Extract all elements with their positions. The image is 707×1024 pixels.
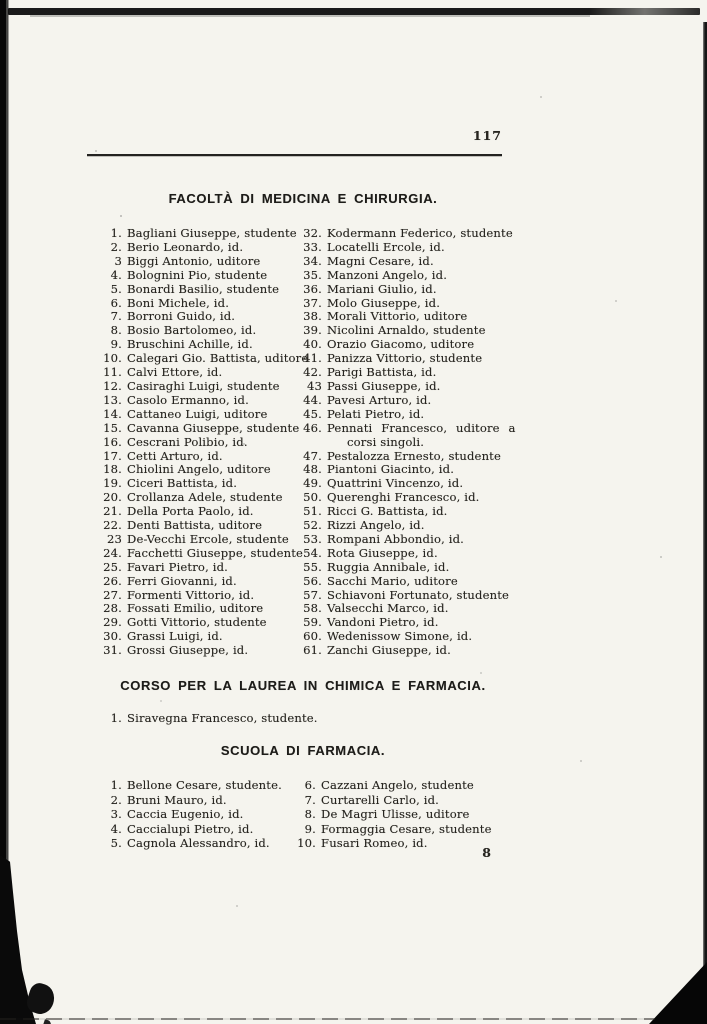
item-text: Rota Giuseppe, id. <box>327 545 438 560</box>
item-text: Piantoni Giacinto, id. <box>327 462 455 477</box>
item-text: Favari Pietro, id. <box>127 559 229 574</box>
list-item <box>296 380 606 394</box>
item-text: Passi Giuseppe, id. <box>327 378 441 393</box>
list-item <box>296 283 606 297</box>
list-item <box>96 712 396 726</box>
header-rule <box>87 154 502 156</box>
item-number: 45. <box>303 406 322 421</box>
item-number: 37. <box>303 295 322 310</box>
item-text: Sacchi Mario, uditore <box>327 573 458 588</box>
list-item <box>296 366 606 380</box>
item-text: Cattaneo Luigi, uditore <box>127 406 268 421</box>
item-text: Calvi Ettore, id. <box>127 365 223 380</box>
item-number: 48. <box>303 462 322 477</box>
item-text: Ruggia Annibale, id. <box>327 559 450 574</box>
item-text: Facchetti Giuseppe, studente <box>127 545 304 560</box>
list-item <box>296 589 606 603</box>
item-text: Pestalozza Ernesto, studente <box>327 448 502 463</box>
item-number: 42. <box>303 365 322 380</box>
item-text: Schiavoni Fortunato, studente <box>327 587 510 602</box>
item-text: Pavesi Arturo, id. <box>327 392 432 407</box>
item-text: Cetti Arturo, id. <box>127 448 223 463</box>
list-item <box>296 561 606 575</box>
list-item <box>296 227 606 241</box>
item-text: Parigi Battista, id. <box>327 365 437 380</box>
item-text: Valsecchi Marco, id. <box>327 601 449 616</box>
item-text: Denti Battista, uditore <box>127 518 263 533</box>
item-number: 56. <box>303 573 322 588</box>
list-item <box>296 547 606 561</box>
item-text: Pelati Pietro, id. <box>327 406 425 421</box>
list-item <box>296 310 606 324</box>
item-number: 24. <box>103 545 122 560</box>
item-number: 19. <box>103 476 122 491</box>
item-number: 21. <box>103 504 122 519</box>
item-number: 4. <box>110 821 122 836</box>
item-text: Nicolini Arnaldo, studente <box>327 323 486 338</box>
item-number: 60. <box>303 629 322 644</box>
item-text: Fusari Romeo, id. <box>321 836 428 850</box>
item-number: 30. <box>103 629 122 644</box>
list-item <box>296 269 606 283</box>
item-text: Locatelli Ercole, id. <box>327 239 445 254</box>
item-number: 1. <box>110 778 122 792</box>
page-number-bottom: 8 <box>482 845 491 860</box>
item-number: 39. <box>303 323 322 338</box>
item-number: 1. <box>110 711 122 725</box>
scan-corner-shadow <box>649 962 707 1024</box>
item-number: 47. <box>303 448 322 463</box>
list-item <box>296 477 606 491</box>
item-number: 9. <box>304 821 316 836</box>
item-text: Orazio Giacomo, uditore <box>327 337 475 352</box>
item-text: Mariani Giulio, id. <box>327 281 437 296</box>
scan-edge-bottom <box>0 1018 655 1020</box>
item-number: 18. <box>103 462 122 477</box>
list-item <box>290 807 590 822</box>
item-text: Formaggia Cesare, studente <box>321 821 492 836</box>
item-text: Bellone Cesare, studente. <box>127 778 282 792</box>
item-number: 5. <box>110 281 122 296</box>
item-number: 4. <box>110 267 122 282</box>
item-text: Formenti Vittorio, id. <box>127 587 255 602</box>
list-item <box>296 394 606 408</box>
item-number: 49. <box>303 476 322 491</box>
item-number: 9. <box>110 337 122 352</box>
item-number: 52. <box>303 518 322 533</box>
item-text: Ricci G. Battista, id. <box>327 504 448 519</box>
item-text: Bruschini Achille, id. <box>127 337 253 352</box>
section-title-chimica-farmacia: CORSO PER LA LAUREA IN CHIMICA E FARMACIA. <box>120 678 486 693</box>
item-number: 57. <box>303 587 322 602</box>
item-text: Rompani Abbondio, id. <box>327 531 465 546</box>
item-text: Boni Michele, id. <box>127 295 230 310</box>
item-number: 5. <box>110 836 122 850</box>
item-number: 8. <box>110 323 122 338</box>
medicine-right-column <box>296 227 606 658</box>
item-text: Chiolini Angelo, uditore <box>127 462 271 477</box>
item-text: Crollanza Adele, studente <box>127 490 283 505</box>
list-item <box>296 255 606 269</box>
item-text: Grossi Giuseppe, id. <box>127 643 249 658</box>
item-text: Casiraghi Luigi, studente <box>127 378 280 393</box>
item-text: Caccia Eugenio, id. <box>127 807 244 821</box>
list-item <box>296 463 606 477</box>
item-text: Della Porta Paolo, id. <box>127 504 254 519</box>
scan-edge-right <box>703 22 707 1024</box>
list-item <box>296 491 606 505</box>
item-number: 1. <box>110 226 122 240</box>
item-number: 3 <box>114 253 122 268</box>
item-number: 27. <box>103 587 122 602</box>
item-number: 51. <box>303 504 322 519</box>
item-number: 46. <box>303 420 322 435</box>
item-number: 6. <box>110 295 122 310</box>
item-number: 8. <box>304 807 316 821</box>
item-number: 59. <box>303 615 322 630</box>
item-text: Magni Cesare, id. <box>327 253 434 268</box>
item-number: 16. <box>103 434 122 449</box>
item-text: Cazzani Angelo, studente <box>321 778 474 792</box>
item-number: 38. <box>303 309 322 324</box>
list-item <box>290 822 590 837</box>
item-text: Bosio Bartolomeo, id. <box>127 323 257 338</box>
scan-speckles <box>0 0 2 2</box>
item-text: Ferri Giovanni, id. <box>127 573 237 588</box>
list-item <box>296 338 606 352</box>
item-number: 41. <box>303 351 322 366</box>
item-text: Grassi Luigi, id. <box>127 629 223 644</box>
chimica-list <box>96 712 396 726</box>
item-text: Querenghi Francesco, id. <box>327 490 480 505</box>
list-item <box>290 793 590 808</box>
item-number: 2. <box>110 792 122 807</box>
item-number: 44. <box>303 392 322 407</box>
item-text: De-Vecchi Ercole, studente <box>127 531 289 546</box>
item-number: 61. <box>303 643 322 658</box>
item-number: 34. <box>303 253 322 268</box>
item-number: 58. <box>303 601 322 616</box>
item-number: 6. <box>304 778 316 792</box>
item-number: 36. <box>303 281 322 296</box>
item-text: Bonardi Basilio, studente <box>127 281 280 296</box>
farmacia-right-column <box>290 778 590 851</box>
item-text: Zanchi Giuseppe, id. <box>327 643 451 658</box>
item-number: 13. <box>103 392 122 407</box>
item-text: Wedenissow Simone, id. <box>327 629 473 644</box>
list-item <box>290 836 590 851</box>
item-text: Kodermann Federico, studente <box>327 226 513 240</box>
item-text: Ciceri Battista, id. <box>127 476 238 491</box>
item-text: Biggi Antonio, uditore <box>127 253 261 268</box>
item-text: Vandoni Pietro, id. <box>327 615 439 630</box>
item-text: Gotti Vittorio, studente <box>127 615 267 630</box>
item-text: De Magri Ulisse, uditore <box>321 807 470 821</box>
list-item <box>296 422 606 450</box>
item-number: 55. <box>303 559 322 574</box>
item-number: 22. <box>103 518 122 533</box>
item-number: 28. <box>103 601 122 616</box>
item-text: Borroni Guido, id. <box>127 309 236 324</box>
list-item <box>296 630 606 644</box>
item-text: Bolognini Pio, studente <box>127 267 268 282</box>
list-item <box>296 408 606 422</box>
item-number: 33. <box>303 239 322 254</box>
list-item <box>290 778 590 793</box>
list-item <box>296 352 606 366</box>
item-number: 53. <box>303 531 322 546</box>
item-number: 11. <box>103 365 122 380</box>
section-title-farmacia: SCUOLA DI FARMACIA. <box>220 743 386 758</box>
list-item <box>296 519 606 533</box>
list-item <box>296 616 606 630</box>
list-item <box>296 575 606 589</box>
item-number: 20. <box>103 490 122 505</box>
item-text: Bruni Mauro, id. <box>127 792 227 807</box>
item-number: 10. <box>103 351 122 366</box>
list-item <box>296 644 606 658</box>
item-number: 7. <box>304 792 316 807</box>
item-number: 17. <box>103 448 122 463</box>
item-text: Rizzi Angelo, id. <box>327 518 425 533</box>
item-text: Bagliani Giuseppe, studente <box>127 226 297 240</box>
item-text: Calegari Gio. Battista, uditore <box>127 351 309 366</box>
item-number: 25. <box>103 559 122 574</box>
item-number: 40. <box>303 337 322 352</box>
item-text: Curtarelli Carlo, id. <box>321 792 440 807</box>
item-number: 12. <box>103 378 122 393</box>
list-item <box>296 602 606 616</box>
item-number: 3. <box>110 807 122 821</box>
item-text: Pennati Francesco, uditore a corsi singoli. <box>327 420 516 449</box>
list-item <box>296 241 606 255</box>
page-number-top: 117 <box>472 128 502 143</box>
scan-edge-top <box>8 8 700 15</box>
item-number: 23 <box>106 531 122 546</box>
item-number: 14. <box>103 406 122 421</box>
list-item <box>296 324 606 338</box>
scan-edge-top-shadow <box>30 15 590 17</box>
item-text: Manzoni Angelo, id. <box>327 267 448 282</box>
item-number: 15. <box>103 420 122 435</box>
list-item <box>296 533 606 547</box>
item-number: 50. <box>303 490 322 505</box>
item-number: 10. <box>297 836 316 850</box>
item-number: 7. <box>110 309 122 324</box>
item-text: Caccialupi Pietro, id. <box>127 821 254 836</box>
item-number: 31. <box>103 643 122 658</box>
item-text: Cagnola Alessandro, id. <box>127 836 270 850</box>
item-number: 26. <box>103 573 122 588</box>
section-title-medicina: FACOLTÀ DI MEDICINA E CHIRURGIA. <box>168 191 438 206</box>
item-number: 2. <box>110 239 122 254</box>
item-text: Casolo Ermanno, id. <box>127 392 249 407</box>
item-text: Quattrini Vincenzo, id. <box>327 476 464 491</box>
list-item <box>296 450 606 464</box>
item-text: Panizza Vittorio, studente <box>327 351 483 366</box>
item-text: Morali Vittorio, uditore <box>327 309 468 324</box>
item-text: Berio Leonardo, id. <box>127 239 244 254</box>
list-item <box>296 297 606 311</box>
item-number: 32. <box>303 226 322 240</box>
item-text: Siravegna Francesco, studente. <box>127 711 318 725</box>
item-text: Molo Giuseppe, id. <box>327 295 441 310</box>
item-number: 54. <box>303 545 322 560</box>
item-text: Cescrani Polibio, id. <box>127 434 248 449</box>
item-number: 29. <box>103 615 122 630</box>
list-item <box>296 505 606 519</box>
item-text: Cavanna Giuseppe, studente <box>127 420 300 435</box>
item-number: 35. <box>303 267 322 282</box>
item-number: 43 <box>306 378 322 393</box>
item-text: Fossati Emilio, uditore <box>127 601 264 616</box>
